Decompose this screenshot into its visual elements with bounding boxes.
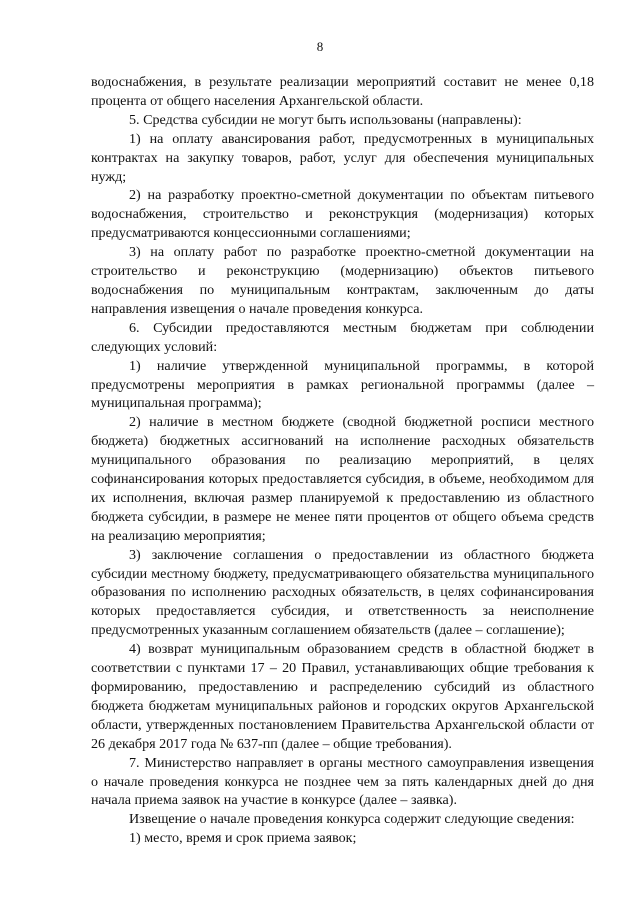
paragraph: 6. Субсидии предоставляются местным бюджетам при соблюдении следующих условий: (91, 319, 594, 355)
paragraph: 3) на оплату работ по разработке проектно-сметной документации на строительство и реконструкцию (модернизацию) объектов питьевого водоснабжения по муниципальным контрактам, заключенным до даты направления извещения о начале проведения конкурса. (91, 244, 594, 317)
paragraph: 3) заключение соглашения о предоставлении из областного бюджета субсидии местному бюджету, предусматривающего обязательства муниципального образования по исполнению расходных обязательств, в целях софинансирования которых предоставляется субсидия, и ответственность за неисполнение предусмотренных указанным соглашением обязательств (далее – соглашение); (91, 546, 594, 639)
document-body (91, 73, 594, 848)
paragraph: 7. Министерство направляет в органы местного самоуправления извещения о начале проведения конкурса не позднее чем за пять календарных дней до дня начала приема заявок на участие в конкурсе (далее – заявка). (91, 754, 594, 809)
paragraph: водоснабжения, в результате реализации мероприятий составит не менее 0,18 процента от общего населения Архангельской области. (91, 74, 594, 109)
paragraph: 1) на оплату авансирования работ, предусмотренных в муниципальных контрактах на закупку товаров, работ, услуг для обеспечения муниципальных нужд; (91, 130, 594, 185)
paragraph: 2) на разработку проектно-сметной документации по объектам питьевого водоснабжения, строительство и реконструкция (модернизация) которых предусматриваются концессионными соглашениями; (91, 187, 594, 242)
paragraph: 2) наличие в местном бюджете (сводной бюджетной росписи местного бюджета) бюджетных ассигнований на исполнение расходных обязательств муниципального образования по реализацию мероприятий, в целях софинансирования которых предоставляется субсидия, в объеме, необходимом для их исполнения, включая размер планируемой к предоставлению из областного бюджета субсидии, в размере не менее пяти процентов от общего объема средств на реализацию мероприятия; (91, 414, 594, 544)
page-number: 8 (316, 39, 324, 54)
paragraph: 4) возврат муниципальным образованием средств в областной бюджет в соответствии с пунктами 17 – 20 Правил, устанавливающих общие требования к формированию, предоставлению и распределению субсидий из областного бюджета бюджетам муниципальных районов и городских округов Архангельской области, утвержденных постановлением Правительства Архангельской области от 26 декабря 2017 года № 637-пп (далее – общие требования). (91, 641, 594, 752)
paragraph: 5. Средства субсидии не могут быть использованы (направлены): (129, 111, 522, 128)
paragraph: 1) наличие утвержденной муниципальной программы, в которой предусмотрены мероприятия в рамках региональной программы (далее – муниципальная программа); (91, 357, 594, 412)
paragraph: 1) место, время и срок приема заявок; (129, 830, 357, 847)
paragraph: Извещение о начале проведения конкурса содержит следующие сведения: (129, 811, 575, 828)
